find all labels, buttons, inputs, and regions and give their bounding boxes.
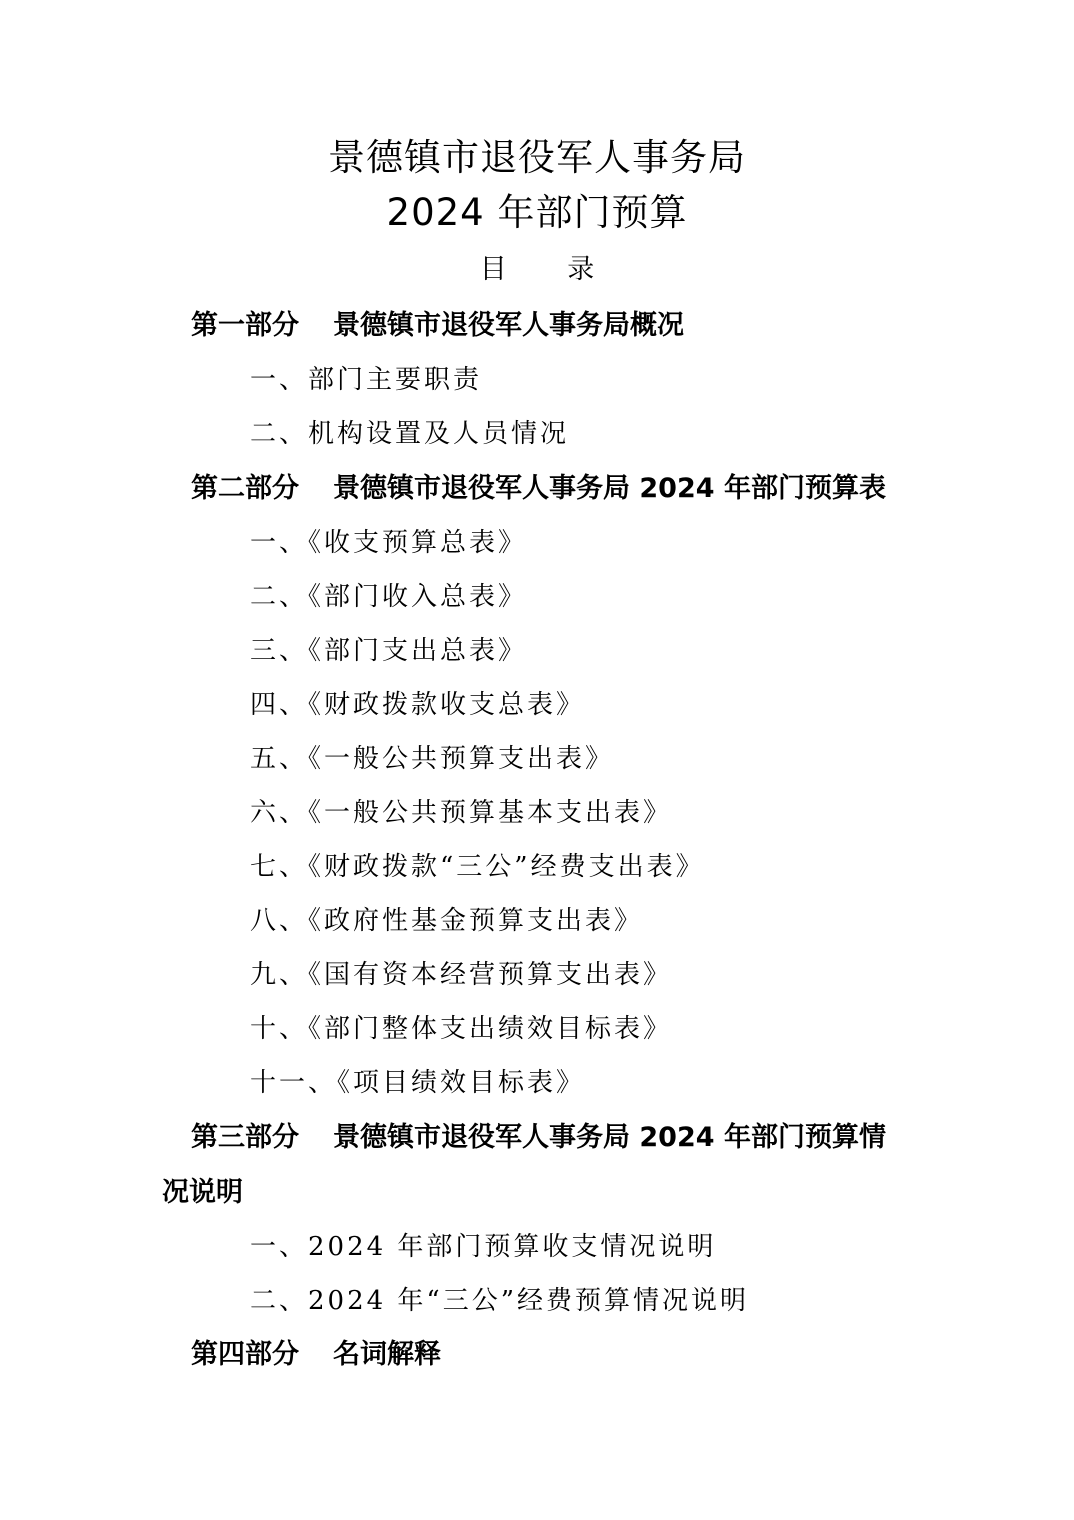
toc-part-2 <box>191 471 886 507</box>
part-number: 第四部分 <box>191 1339 299 1370</box>
toc-part-1 <box>191 308 684 344</box>
part-number: 第二部分 <box>191 473 299 504</box>
toc-item: 四、《财政拨款收支总表》 <box>250 690 586 720</box>
toc-item: 一、《收支预算总表》 <box>250 528 528 558</box>
toc-item: 一、2024 年部门预算收支情况说明 <box>250 1232 717 1262</box>
part-number: 第一部分 <box>191 310 299 341</box>
toc-part-4 <box>191 1337 441 1373</box>
document-title-line2: 2024 年部门预算 <box>386 191 688 234</box>
toc-item: 七、《财政拨款“三公”经费支出表》 <box>250 852 705 882</box>
toc-item: 十、《部门整体支出绩效目标表》 <box>250 1014 673 1044</box>
part-title: 景德镇市退役军人事务局 2024 年部门预算表 <box>333 473 886 504</box>
toc-part-3 <box>191 1120 886 1156</box>
part-title-continued: 况说明 <box>162 1177 243 1208</box>
toc-item: 六、《一般公共预算基本支出表》 <box>250 798 673 828</box>
part-title: 景德镇市退役军人事务局 2024 年部门预算情 <box>333 1122 886 1153</box>
toc-item: 二、机构设置及人员情况 <box>250 419 570 449</box>
toc-item: 八、《政府性基金预算支出表》 <box>250 906 644 936</box>
document-title-line1: 景德镇市退役军人事务局 <box>328 136 746 179</box>
toc-item: 十一、《项目绩效目标表》 <box>250 1068 586 1098</box>
part-title: 名词解释 <box>333 1339 441 1370</box>
toc-item: 九、《国有资本经营预算支出表》 <box>250 960 673 990</box>
toc-item: 三、《部门支出总表》 <box>250 636 528 666</box>
toc-item: 五、《一般公共预算支出表》 <box>250 744 615 774</box>
toc-heading: 目 录 <box>479 254 595 285</box>
toc-item: 二、《部门收入总表》 <box>250 582 528 612</box>
toc-item: 一、部门主要职责 <box>250 365 483 395</box>
part-number: 第三部分 <box>191 1122 299 1153</box>
toc-item: 二、2024 年“三公”经费预算情况说明 <box>250 1286 750 1316</box>
part-title: 景德镇市退役军人事务局概况 <box>333 310 684 341</box>
